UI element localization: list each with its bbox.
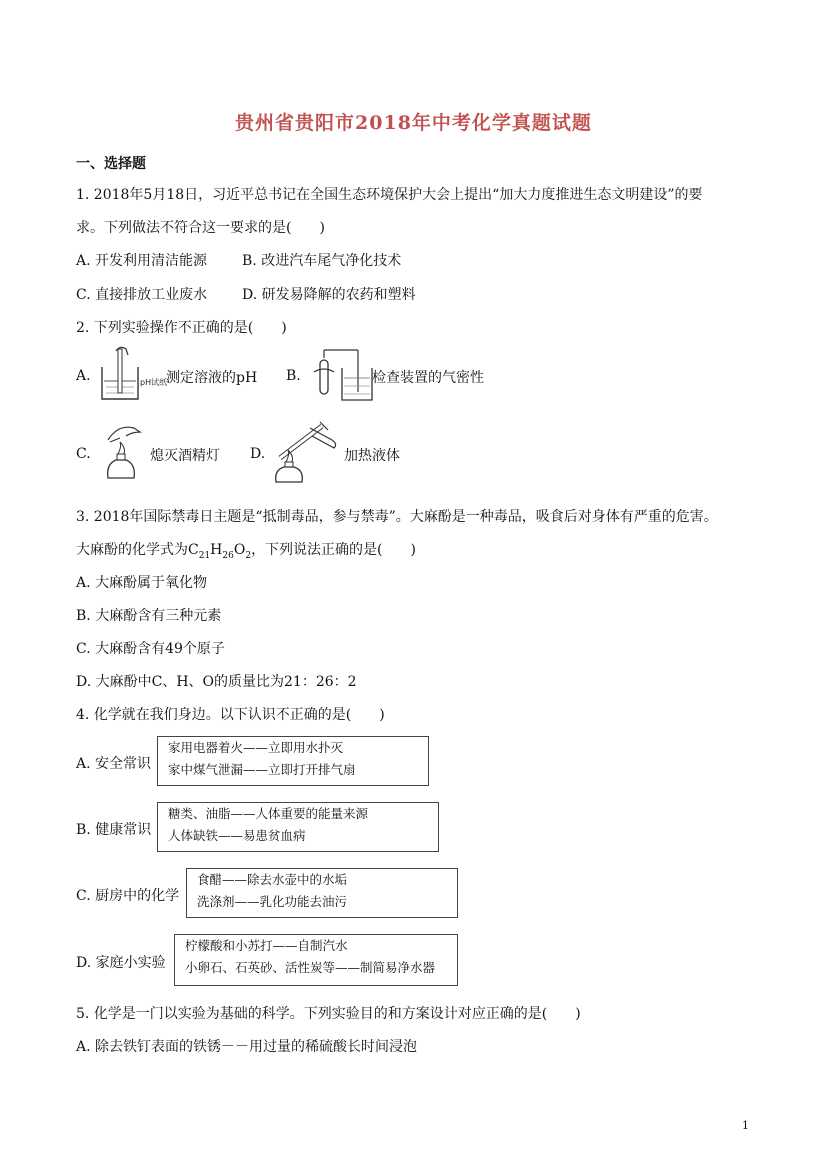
- q3-option-c: C. 大麻酚含有49个原子: [76, 641, 225, 657]
- q2-option-a-letter: A.: [76, 368, 91, 384]
- q4-option-b-box: 糖类、油脂——人体重要的能量来源 人体缺铁——易患贫血病: [157, 802, 439, 852]
- q2-option-b-text: 检查装置的气密性: [372, 370, 484, 386]
- q1-stem-line2: 求。下列做法不符合这一要求的是( ): [76, 220, 325, 236]
- q1-option-a: A. 开发利用清洁能源: [76, 253, 208, 269]
- q2-option-d-letter: D.: [250, 446, 266, 462]
- ph-test-illustration: [98, 345, 168, 403]
- q2-option-c-letter: C.: [76, 446, 91, 462]
- q3-stem-line1: 3. 2018年国际禁毒日主题是“抵制毒品，参与禁毒”。大麻酚是一种毒品，吸食后对身体有严重的危害。: [76, 509, 718, 525]
- page-title: 贵州省贵阳市2018年中考化学真题试题: [235, 112, 592, 134]
- q1-option-b: B. 改进汽车尾气净化技术: [242, 253, 402, 269]
- q2-stem: 2. 下列实验操作不正确的是( ): [76, 320, 287, 336]
- alcohol-lamp-illustration: [98, 420, 148, 484]
- q4-option-a-box: 家用电器着火——立即用水扑灭 家中煤气泄漏——立即打开排气扇: [157, 736, 429, 786]
- q4-option-c-box: 食醋——除去水壶中的水垢 洗涤剂——乳化功能去油污: [186, 868, 458, 918]
- heating-liquid-illustration: [272, 418, 342, 484]
- q4-option-a-label: A. 安全常识: [76, 756, 152, 772]
- q5-stem: 5. 化学是一门以实验为基础的科学。下列实验目的和方案设计对应正确的是( ): [76, 1006, 581, 1022]
- airtightness-test-illustration: [312, 348, 374, 404]
- q1-option-c: C. 直接排放工业废水: [76, 287, 208, 303]
- q3-option-b: B. 大麻酚含有三种元素: [76, 608, 222, 624]
- q4-option-c-label: C. 厨房中的化学: [76, 888, 180, 904]
- q2-option-d-text: 加热液体: [344, 448, 400, 464]
- section-heading: 一、选择题: [76, 156, 146, 172]
- q4-option-d-box: 柠檬酸和小苏打——自制汽水 小卵石、石英砂、活性炭等——制简易净水器: [174, 934, 458, 986]
- q2-option-b-letter: B.: [286, 368, 301, 384]
- q5-option-a: A. 除去铁钉表面的铁锈－－用过量的稀硫酸长时间浸泡: [76, 1039, 418, 1055]
- q4-option-d-label: D. 家庭小实验: [76, 955, 166, 971]
- q2-option-a-text: 测定溶液的pH: [166, 370, 258, 386]
- q4-option-b-label: B. 健康常识: [76, 822, 152, 838]
- q3-option-a: A. 大麻酚属于氧化物: [76, 575, 208, 591]
- q3-stem-line2: 大麻酚的化学式为$C_{21}H_{26}O_2$，下列说法正确的是( ): [76, 542, 416, 561]
- ph-paper-label: pH试纸: [140, 378, 168, 387]
- q4-stem: 4. 化学就在我们身边。以下认识不正确的是( ): [76, 707, 385, 723]
- q2-option-c-text: 熄灭酒精灯: [150, 448, 220, 464]
- q3-option-d: D. 大麻酚中C、H、O的质量比为21：26：2: [76, 674, 357, 690]
- q1-stem-line1: 1. 2018年5月18日，习近平总书记在全国生态环境保护大会上提出“加大力度推进生态文明建设”的要: [76, 187, 703, 203]
- page-number: 1: [742, 1119, 749, 1132]
- q1-option-d: D. 研发易降解的农药和塑料: [242, 287, 416, 303]
